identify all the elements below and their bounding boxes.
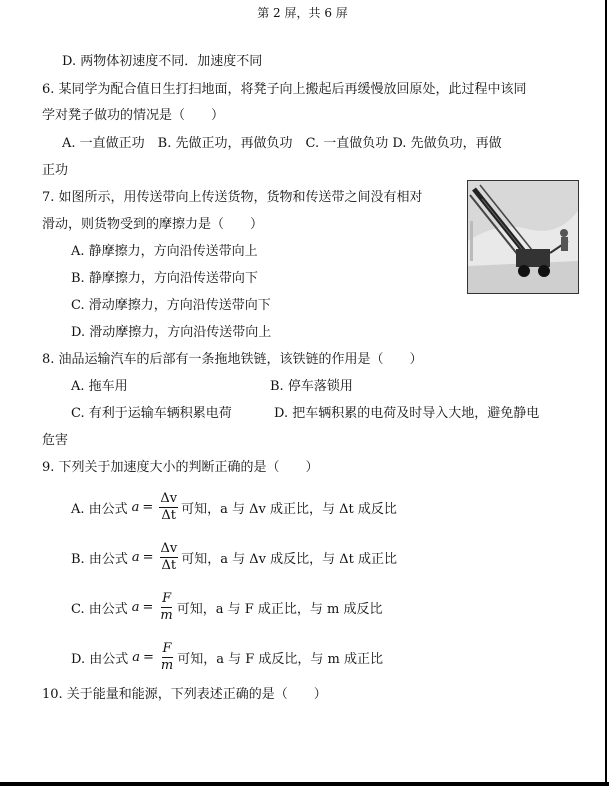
q7-stem-line1: 7. 如图所示，用传送带向上传送货物，货物和传送带之间没有相对 <box>42 190 423 205</box>
q10-stem: 10. 关于能量和能源，下列表述正确的是（ ） <box>42 687 327 702</box>
q9-option-d-lhs: a <box>132 649 140 665</box>
q9-option-c-lhs: a <box>131 599 140 615</box>
q9-option-d-fraction <box>160 641 174 674</box>
q9-option-a-suffix: 可知，a 与 Δv 成正比，与 Δt 成反比 <box>181 501 397 517</box>
q9-option-c-prefix: C. 由公式 <box>71 601 128 617</box>
q9-option-d-numerator: F <box>162 640 172 656</box>
q9-option-b-numerator: Δv <box>160 540 178 556</box>
q8-stem: 8. 油品运输汽车的后部有一条拖地铁链，该铁链的作用是（ ） <box>42 352 423 367</box>
q5-option-d: D. 两物体初速度不同．加速度不同 <box>62 54 263 69</box>
q9-option-d <box>71 635 383 679</box>
q9-option-b <box>71 535 397 579</box>
q7-option-c: C. 滑动摩擦力，方向沿传送带向下 <box>71 298 271 313</box>
q9-option-c-denominator: m <box>160 607 173 623</box>
page-border-right <box>605 0 607 784</box>
conveyor-belt-photo <box>467 180 579 294</box>
q9-option-a-prefix: A. 由公式 <box>71 501 128 517</box>
q9-option-a-fraction <box>159 491 178 524</box>
q7-stem-line2: 滑动，则货物受到的摩擦力是（ ） <box>42 217 264 232</box>
q9-option-b-equals: = <box>142 549 154 565</box>
q9-option-d-denominator: m <box>160 657 174 673</box>
q9-option-d-prefix: D. 由公式 <box>71 651 129 667</box>
page-border-bottom <box>0 782 609 786</box>
q9-option-b-denominator: Δt <box>161 557 177 573</box>
q8-option-c: C. 有利于运输车辆积累电荷 <box>71 406 232 421</box>
q7-option-d: D. 滑动摩擦力，方向沿传送带向上 <box>71 325 272 340</box>
q9-option-a-equals: = <box>142 499 154 515</box>
page-header: 第 2 屏，共 6 屏 <box>257 6 348 20</box>
q9-option-a-lhs: a <box>131 499 140 515</box>
q9-option-d-equals: = <box>143 649 154 665</box>
q6-stem-line1: 6. 某同学为配合值日生打扫地面，将凳子向上搬起后再缓慢放回原处，此过程中该同 <box>42 82 527 97</box>
q9-stem: 9. 下列关于加速度大小的判断正确的是（ ） <box>42 460 319 475</box>
q9-option-c-numerator: F <box>162 590 172 606</box>
q9-option-a-numerator: Δv <box>160 490 178 506</box>
q7-option-b: B. 静摩擦力，方向沿传送带向下 <box>71 271 258 286</box>
q8-option-a: A. 拖车用 <box>71 379 128 394</box>
q9-option-b-fraction <box>160 541 179 574</box>
q8-option-b: B. 停车落锁用 <box>270 379 353 394</box>
q9-option-c-suffix: 可知，a 与 F 成正比，与 m 成反比 <box>176 601 383 617</box>
q9-option-b-suffix: 可知，a 与 Δv 成反比，与 Δt 成正比 <box>181 551 397 567</box>
q9-option-c-fraction <box>159 591 173 624</box>
q9-option-d-suffix: 可知，a 与 F 成反比，与 m 成正比 <box>177 651 383 667</box>
q9-option-a <box>71 485 397 529</box>
q6-options-line2: 正功 <box>42 163 69 178</box>
q7-option-a: A. 静摩擦力，方向沿传送带向上 <box>71 244 258 259</box>
q6-stem-line2: 学对凳子做功的情况是（ ） <box>42 108 225 123</box>
q8-option-d-cont: 危害 <box>42 433 69 448</box>
q6-options-line1: A. 一直做正功 B. 先做正功，再做负功 C. 一直做负功 D. 先做负功，再做 <box>62 136 502 151</box>
q8-option-d: D. 把车辆积累的电荷及时导入大地，避免静电 <box>274 406 540 421</box>
conveyor-illustration <box>468 181 578 293</box>
q9-option-b-lhs: a <box>131 549 140 565</box>
q9-option-c-equals: = <box>142 599 154 615</box>
q9-option-b-prefix: B. 由公式 <box>71 551 128 567</box>
q9-option-a-denominator: Δt <box>161 507 176 523</box>
q9-option-c <box>71 585 383 629</box>
